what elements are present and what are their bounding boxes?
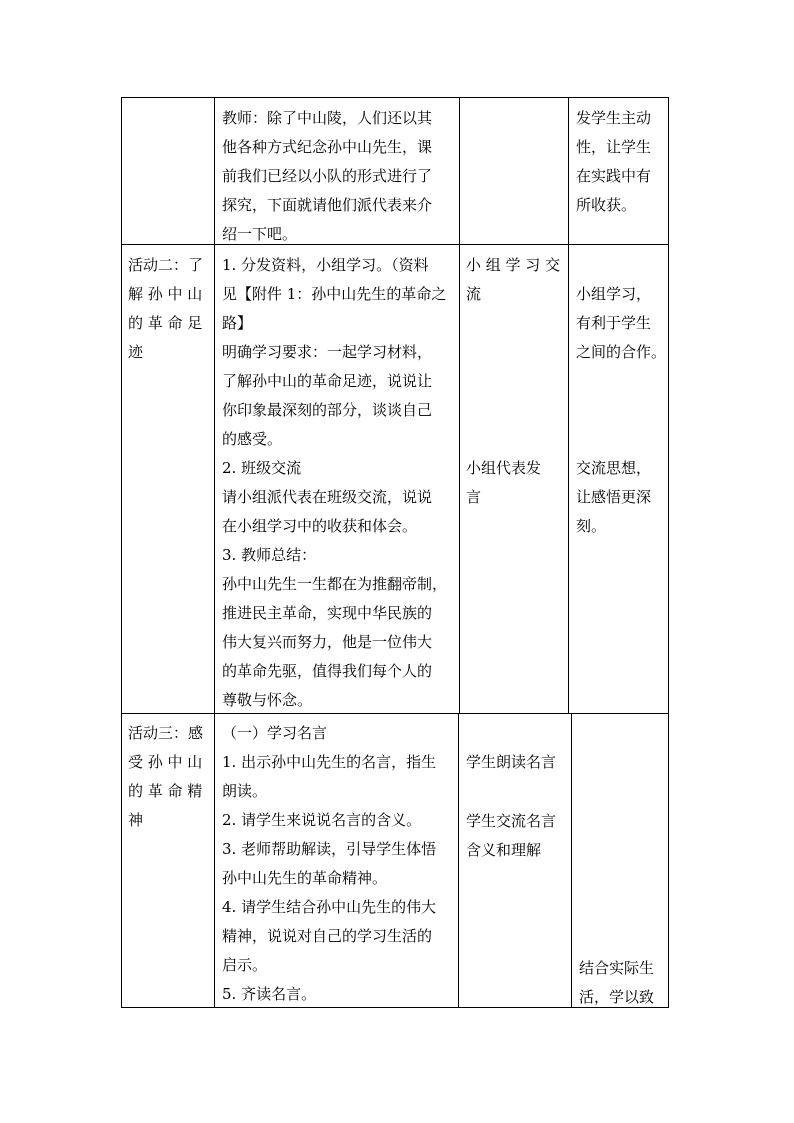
text-line: 朗读。 <box>222 782 268 800</box>
row2-student-cell-b <box>466 454 541 512</box>
text-line: 3. 老师帮助解读，引导学生体悟 <box>222 840 437 858</box>
text-line: 神 <box>128 811 144 829</box>
text-line: 言 <box>466 488 482 506</box>
text-line: 教师：除了中山陵，人们还以其 <box>222 109 433 127</box>
text-line: 小组学习， <box>576 285 652 303</box>
text-line: 绍一下吧。 <box>222 225 298 243</box>
col-divider-1 <box>214 97 215 1008</box>
text-line: 发学生主动 <box>576 109 652 127</box>
text-line: 之间的合作。 <box>576 343 667 361</box>
col-divider-3-upper <box>568 97 569 714</box>
text-line: 活，学以致 <box>579 988 655 1006</box>
text-line: 探究，下面就请他们派代表来介 <box>222 196 433 214</box>
col-divider-2-upper <box>459 97 460 714</box>
text-line: 活动三：感 <box>128 724 204 742</box>
table-right-border <box>668 97 669 1008</box>
text-line: 3. 教师总结： <box>222 546 317 564</box>
row3-student-cell-b <box>466 807 556 865</box>
text-line: 结合实际生 <box>579 959 655 977</box>
text-line: 1. 出示孙中山先生的名言，指生 <box>222 753 437 771</box>
table-top-border <box>121 97 669 98</box>
text-line: 的 革 命 精 <box>128 782 203 800</box>
text-line: 孙中山先生的革命精神。 <box>222 869 388 887</box>
row2-teacher-cell <box>222 251 447 715</box>
text-line: 有利于学生 <box>576 314 652 332</box>
text-line: 流 <box>466 285 482 303</box>
text-line: 孙中山先生一生都在为推翻帝制， <box>222 575 448 593</box>
text-line: 交流思想， <box>576 459 652 477</box>
text-line: 你印象最深刻的部分，谈谈自己 <box>222 401 433 419</box>
text-line: 了解孙中山的革命足迹，说说让 <box>222 372 433 390</box>
text-line: 受 孙 中 山 <box>128 753 203 771</box>
text-line: 2. 请学生来说说名言的含义。 <box>222 811 422 829</box>
text-line: 前我们已经以小队的形式进行了 <box>222 167 433 185</box>
row3-teacher-cell <box>222 719 436 1009</box>
text-line: 迹 <box>128 343 144 361</box>
text-line: 活动二：了 <box>128 256 204 274</box>
text-line: 让感悟更深 <box>576 488 652 506</box>
text-line: 他各种方式纪念孙中山先生，课 <box>222 138 433 156</box>
text-line: 启示。 <box>222 956 268 974</box>
row3-intent-cell <box>579 954 654 1012</box>
text-line: 刻。 <box>576 517 607 535</box>
text-line: 的 革 命 足 <box>128 314 203 332</box>
row1-teacher-cell <box>222 104 432 249</box>
text-line: 1. 分发资料，小组学习。（资料 <box>222 256 429 274</box>
text-line: 见【附件 1：孙中山先生的革命之 <box>222 285 447 303</box>
text-line: 4. 请学生结合孙中山先生的伟大 <box>222 898 437 916</box>
text-line: 的感受。 <box>222 430 283 448</box>
text-line: 精神，说说对自己的学习生活的 <box>222 927 433 945</box>
row2-intent-cell-b <box>576 454 651 541</box>
row2-intent-cell-a <box>576 280 666 367</box>
text-line: 伟大复兴而努力，他是一位伟大 <box>222 633 433 651</box>
text-line: 含义和理解 <box>466 841 542 859</box>
text-line: 5. 齐读名言。 <box>222 985 317 1003</box>
col-divider-2-lower <box>458 713 459 1008</box>
text-line: 学生交流名言 <box>466 812 557 830</box>
text-line: 所收获。 <box>576 196 637 214</box>
text-line: 请小组派代表在班级交流，说说 <box>222 488 433 506</box>
text-line: 在小组学习中的收获和体会。 <box>222 517 418 535</box>
row3-activity-cell <box>128 719 203 835</box>
text-line: 性，让学生 <box>576 138 652 156</box>
text-line: 2. 班级交流 <box>222 459 302 477</box>
text-line: 尊敬与怀念。 <box>222 691 313 709</box>
row3-student-cell-a <box>466 748 556 777</box>
col-divider-3-lower <box>571 713 572 1008</box>
table-left-border <box>121 97 122 1008</box>
text-line: 在实践中有 <box>576 167 652 185</box>
text-line: 的革命先驱，值得我们每个人的 <box>222 662 433 680</box>
row2-student-cell-a <box>466 251 560 309</box>
row1-intent-cell <box>576 104 651 220</box>
text-line: 小组代表发 <box>466 459 542 477</box>
text-line: 解 孙 中 山 <box>128 285 203 303</box>
text-line: 明确学习要求：一起学习材料， <box>222 343 433 361</box>
row2-activity-cell <box>128 251 203 367</box>
text-line: 推进民主革命，实现中华民族的 <box>222 604 433 622</box>
text-line: （一）学习名言 <box>222 724 328 742</box>
text-line: 路】 <box>222 314 253 332</box>
text-line: 小 组 学 习 交 <box>466 256 561 274</box>
text-line: 学生朗读名言 <box>466 753 557 771</box>
